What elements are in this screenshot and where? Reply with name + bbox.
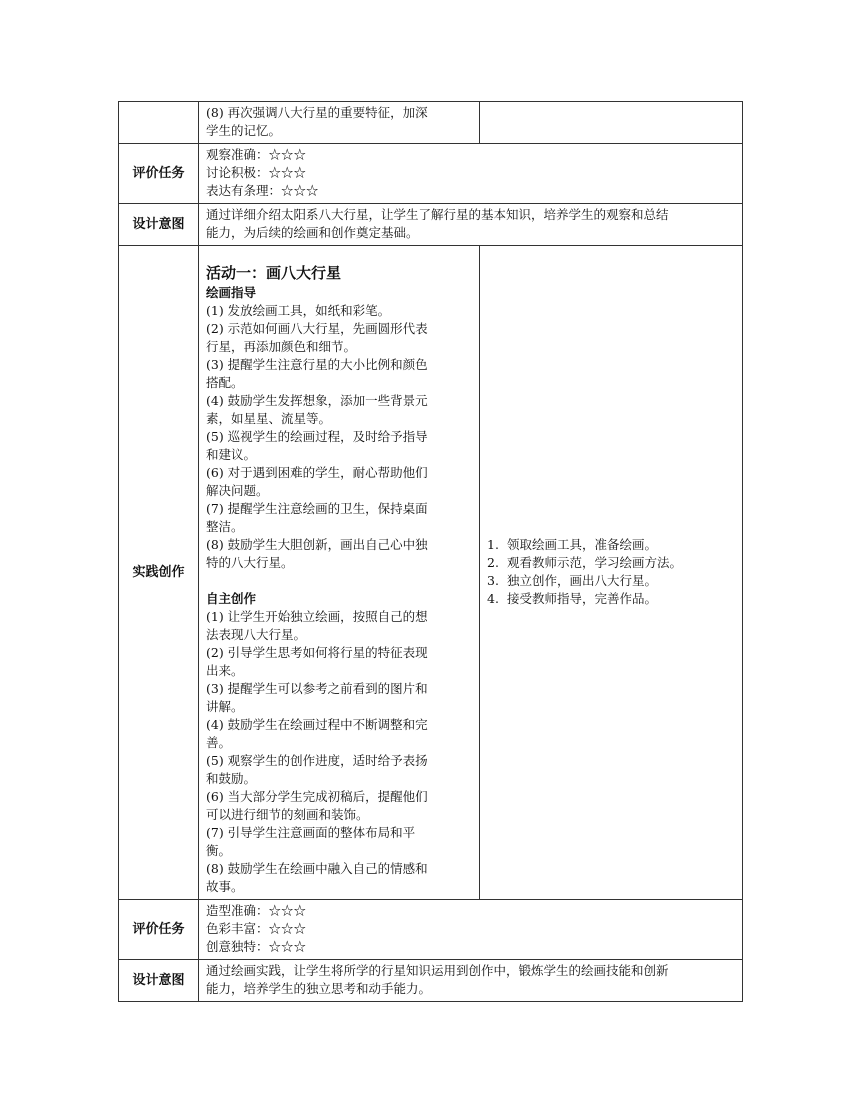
guide-line: 整洁。 <box>206 519 244 534</box>
design-intent-label: 设计意图 <box>119 960 199 1002</box>
create-line: (1) 让学生开始独立绘画，按照自己的想 <box>206 609 428 624</box>
guide-line: 和建议。 <box>206 447 257 462</box>
text-line: 学生的记忆。 <box>206 123 282 138</box>
create-line: 善。 <box>206 735 232 750</box>
list-text: 领取绘画工具，准备绘画。 <box>507 537 658 552</box>
create-line: 出来。 <box>206 663 244 678</box>
evaluation-item: 观察准确：☆☆☆ <box>206 147 307 162</box>
create-line: (8) 鼓励学生在绘画中融入自己的情感和 <box>206 861 428 876</box>
guide-line: (3) 提醒学生注意行星的大小比例和颜色 <box>206 357 428 372</box>
create-line: 法表现八大行星。 <box>206 627 307 642</box>
guide-line: (5) 巡视学生的绘画过程，及时给予指导 <box>206 429 428 444</box>
practice-label: 实践创作 <box>119 246 199 900</box>
guide-line: (8) 鼓励学生大胆创新，画出自己心中独 <box>206 537 428 552</box>
continuation-label-cell <box>119 102 199 144</box>
spacer <box>206 572 472 590</box>
design-intent-content <box>199 960 743 1002</box>
guide-line: 解决问题。 <box>206 483 269 498</box>
list-item <box>487 554 735 572</box>
text-line: 通过详细介绍太阳系八大行星，让学生了解行星的基本知识，培养学生的观察和总结 <box>206 207 669 222</box>
list-item <box>487 572 735 590</box>
create-line: (5) 观察学生的创作进度，适时给予表扬 <box>206 753 428 768</box>
evaluation-row-1 <box>119 144 743 204</box>
evaluation-item: 表达有条理：☆☆☆ <box>206 183 319 198</box>
list-text: 接受教师指导，完善作品。 <box>507 591 658 606</box>
continuation-student-cell <box>480 102 743 144</box>
list-text: 观看教师示范，学习绘画方法。 <box>507 555 683 570</box>
guide-line: 搭配。 <box>206 375 244 390</box>
evaluation-item: 讨论积极：☆☆☆ <box>206 165 307 180</box>
evaluation-item: 造型准确：☆☆☆ <box>206 903 307 918</box>
student-activity-cell <box>480 246 743 900</box>
guide-line: (4) 鼓励学生发挥想象，添加一些背景元 <box>206 393 428 408</box>
guide-line: (6) 对于遇到困难的学生，耐心帮助他们 <box>206 465 428 480</box>
continuation-teacher-cell <box>199 102 480 144</box>
activity-title: 活动一：画八大行星 <box>206 264 342 282</box>
create-line: 衡。 <box>206 843 232 858</box>
create-line: (2) 引导学生思考如何将行星的特征表现 <box>206 645 428 660</box>
list-item <box>487 590 735 608</box>
design-intent-content <box>199 204 743 246</box>
lesson-plan-table <box>118 101 743 1002</box>
list-text: 独立创作，画出八大行星。 <box>507 573 658 588</box>
section-title-guide: 绘画指导 <box>206 285 257 300</box>
create-line: 和鼓励。 <box>206 771 257 786</box>
text-line: 能力，为后续的绘画和创作奠定基础。 <box>206 225 419 240</box>
evaluation-content <box>199 144 743 204</box>
section-title-create: 自主创作 <box>206 591 257 606</box>
create-line: 故事。 <box>206 879 244 894</box>
create-line: (4) 鼓励学生在绘画过程中不断调整和完 <box>206 717 428 732</box>
student-activity-list <box>487 536 735 608</box>
guide-line: 特的八大行星。 <box>206 555 294 570</box>
design-intent-row-1 <box>119 204 743 246</box>
list-number: 4. <box>487 591 499 606</box>
guide-line: (7) 提醒学生注意绘画的卫生，保持桌面 <box>206 501 428 516</box>
create-line: (7) 引导学生注意画面的整体布局和平 <box>206 825 416 840</box>
create-line: 可以进行细节的刻画和装饰。 <box>206 807 369 822</box>
design-intent-label: 设计意图 <box>119 204 199 246</box>
list-item <box>487 536 735 554</box>
guide-line: 素，如星星、流星等。 <box>206 411 332 426</box>
text-line: 能力，培养学生的独立思考和动手能力。 <box>206 981 432 996</box>
create-line: (3) 提醒学生可以参考之前看到的图片和 <box>206 681 428 696</box>
evaluation-label: 评价任务 <box>119 144 199 204</box>
guide-line: (2) 示范如何画八大行星，先画圆形代表 <box>206 321 428 336</box>
evaluation-item: 色彩丰富：☆☆☆ <box>206 921 307 936</box>
text-line: 通过绘画实践，让学生将所学的行星知识运用到创作中，锻炼学生的绘画技能和创新 <box>206 963 669 978</box>
guide-line: 行星，再添加颜色和细节。 <box>206 339 357 354</box>
list-number: 2. <box>487 555 499 570</box>
text-line: (8) 再次强调八大行星的重要特征，加深 <box>206 105 428 120</box>
list-number: 1. <box>487 537 499 552</box>
create-line: 讲解。 <box>206 699 244 714</box>
guide-line: (1) 发放绘画工具，如纸和彩笔。 <box>206 303 391 318</box>
teacher-activity-cell <box>199 246 480 900</box>
list-number: 3. <box>487 573 499 588</box>
evaluation-item: 创意独特：☆☆☆ <box>206 939 307 954</box>
evaluation-label: 评价任务 <box>119 900 199 960</box>
continuation-row <box>119 102 743 144</box>
create-line: (6) 当大部分学生完成初稿后，提醒他们 <box>206 789 428 804</box>
practice-row <box>119 246 743 900</box>
evaluation-row-2 <box>119 900 743 960</box>
design-intent-row-2 <box>119 960 743 1002</box>
evaluation-content <box>199 900 743 960</box>
